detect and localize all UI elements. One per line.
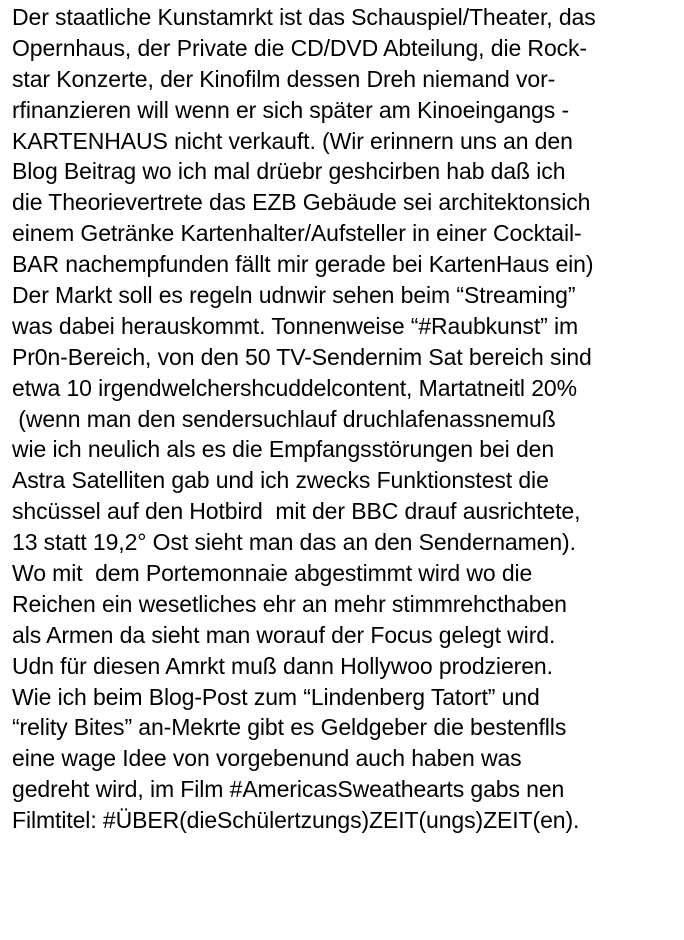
text-line: wie ich neulich als es die Empfangsstörungen bei den <box>12 436 555 463</box>
text-line: Astra Satelliten gab und ich zwecks Funktionstest die <box>12 467 549 494</box>
text-line: rfinanzieren will wenn er sich später am Kinoeingangs - <box>12 96 570 123</box>
text-line: “relity Bites” an-Mekrte gibt es Geldgeber die bestenflls <box>12 714 567 741</box>
text-line: Pr0n-Bereich, von den 50 TV-Sendernim Sat bereich sind <box>12 343 592 370</box>
text-line: die Theorievertrete das EZB Gebäude sei architektonsich <box>12 189 591 216</box>
text-line: als Armen da sieht man worauf der Focus gelegt wird. <box>12 621 556 648</box>
text-line: Filmtitel: #ÜBER(dieSchülertzungs)ZEIT(ungs)ZEIT(en). <box>12 807 580 834</box>
text-line: KARTENHAUS nicht verkauft. (Wir erinnern uns an den <box>12 127 573 154</box>
text-line: (wenn man den sendersuchlauf druchlafenassnemuß <box>12 405 556 432</box>
text-line: eine wage Idee von vorgebenund auch haben was <box>12 745 522 772</box>
text-line: Blog Beitrag wo ich mal drüebr geshcirben hab daß ich <box>12 158 566 185</box>
text-line: Reichen ein wesetliches ehr an mehr stimmrehcthaben <box>12 590 567 617</box>
text-line: Wie ich beim Blog-Post zum “Lindenberg Tatort” und <box>12 683 540 710</box>
document-page <box>12 2 680 836</box>
text-line: Opernhaus, der Private die CD/DVD Abteilung, die Rock- <box>12 34 587 61</box>
text-line: Udn für diesen Amrkt muß dann Hollywoo prodzieren. <box>12 652 553 679</box>
text-line: was dabei herauskommt. Tonnenweise “#Raubkunst” im <box>12 312 579 339</box>
text-line: einem Getränke Kartenhalter/Aufsteller in einer Cocktail- <box>12 220 582 247</box>
text-line: BAR nachempfunden fällt mir gerade bei KartenHaus ein) <box>12 251 594 278</box>
text-line: shcüssel auf den Hotbird mit der BBC drauf ausrichtete, <box>12 498 581 525</box>
text-line: Wo mit dem Portemonnaie abgestimmt wird wo die <box>12 560 533 587</box>
text-line: Der staatliche Kunstamrkt ist das Schauspiel/Theater, das <box>12 4 596 30</box>
text-line: Der Markt soll es regeln udnwir sehen beim “Streaming” <box>12 282 576 309</box>
text-line: gedreht wird, im Film #AmericasSweathearts gabs nen <box>12 776 565 803</box>
text-line: 13 statt 19,2° Ost sieht man das an den Sendernamen). <box>12 529 576 556</box>
text-line: etwa 10 irgendwelchershcuddelcontent, Martatneitl 20% <box>12 374 577 401</box>
text-line: star Konzerte, der Kinofilm dessen Dreh niemand vor- <box>12 65 556 92</box>
